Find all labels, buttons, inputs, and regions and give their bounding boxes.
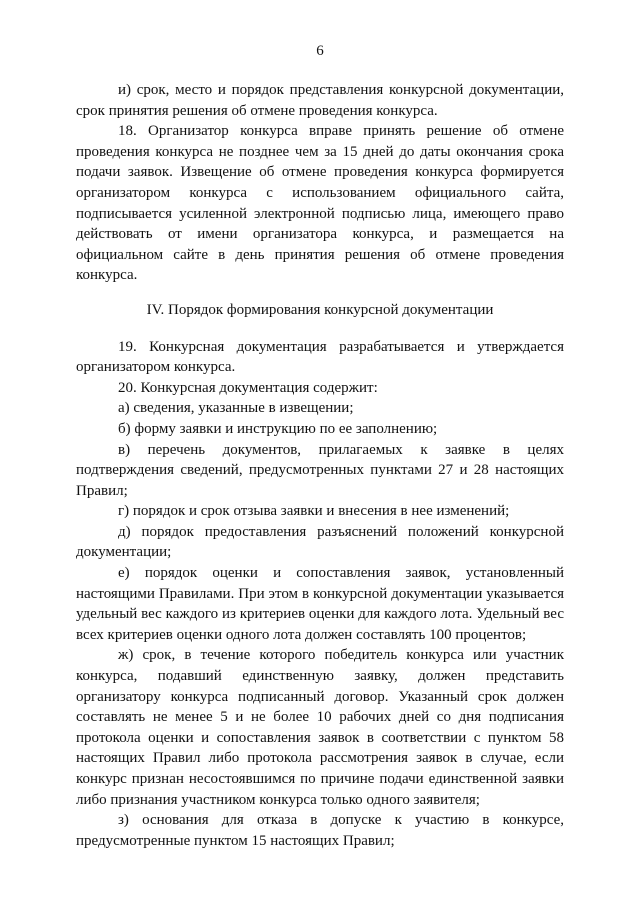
list-item-d: д) порядок предоставления разъяснений положений конкурсной документации;	[76, 523, 564, 561]
paragraph-20: 20. Конкурсная документация содержит:	[118, 379, 378, 396]
document-body	[76, 80, 564, 851]
paragraph-18: 18. Организатор конкурса вправе принять решение об отмене проведения конкурса не позднее чем за 15 дней до даты окончания срока подачи заявок. Извещение об отмене проведения конкурса формируется организатором конкурса с использованием официального сайта, подписывается усиленной электронной подписью лица, имеющего право действовать от имени организатора конкурса, и размещается на официальном сайте в день принятия решения об отмене проведения конкурса.	[76, 123, 564, 284]
list-item-v: в) перечень документов, прилагаемых к заявке в целях подтверждения сведений, предусмотренных пунктами 27 и 28 настоящих Правил;	[76, 441, 564, 499]
list-item-g: г) порядок и срок отзыва заявки и внесения в нее изменений;	[118, 503, 510, 520]
page-number: 6	[316, 43, 324, 59]
list-item-b: б) форму заявки и инструкцию по ее заполнению;	[118, 420, 438, 437]
paragraph-item-i: и) срок, место и порядок представления конкурсной документации, срок принятия решения об отмене проведения конкурса.	[76, 82, 564, 119]
section-heading: IV. Порядок формирования конкурсной документации	[146, 301, 494, 318]
list-item-a: а) сведения, указанные в извещении;	[118, 400, 354, 417]
list-item-zh: ж) срок, в течение которого победитель конкурса или участник конкурса, подавший единственную заявку, должен представить организатору конкурса подписанный договор. Указанный срок должен составлять не менее 5 и не более 10 рабочих дней со дня подписания протокола оценки и сопоставления заявок в соответствии с пунктом 58 настоящих Правил либо протокола рассмотрения заявок в случае, если конкурс признан несостоявшимся по причине подачи единственной заявки либо признания участником конкурса только одного заявителя;	[76, 647, 564, 808]
paragraph-19: 19. Конкурсная документация разрабатывается и утверждается организатором конкурса.	[76, 338, 564, 376]
list-item-e: е) порядок оценки и сопоставления заявок, установленный настоящими Правилами. При этом в конкурсной документации указывается удельный вес каждого из критериев оценки для каждого лота. Удельный вес всех критериев оценки одного лота должен составлять 100 процентов;	[76, 565, 564, 643]
list-item-z: з) основания для отказа в допуске к участию в конкурсе, предусмотренные пунктом 15 настоящих Правил;	[76, 812, 564, 849]
